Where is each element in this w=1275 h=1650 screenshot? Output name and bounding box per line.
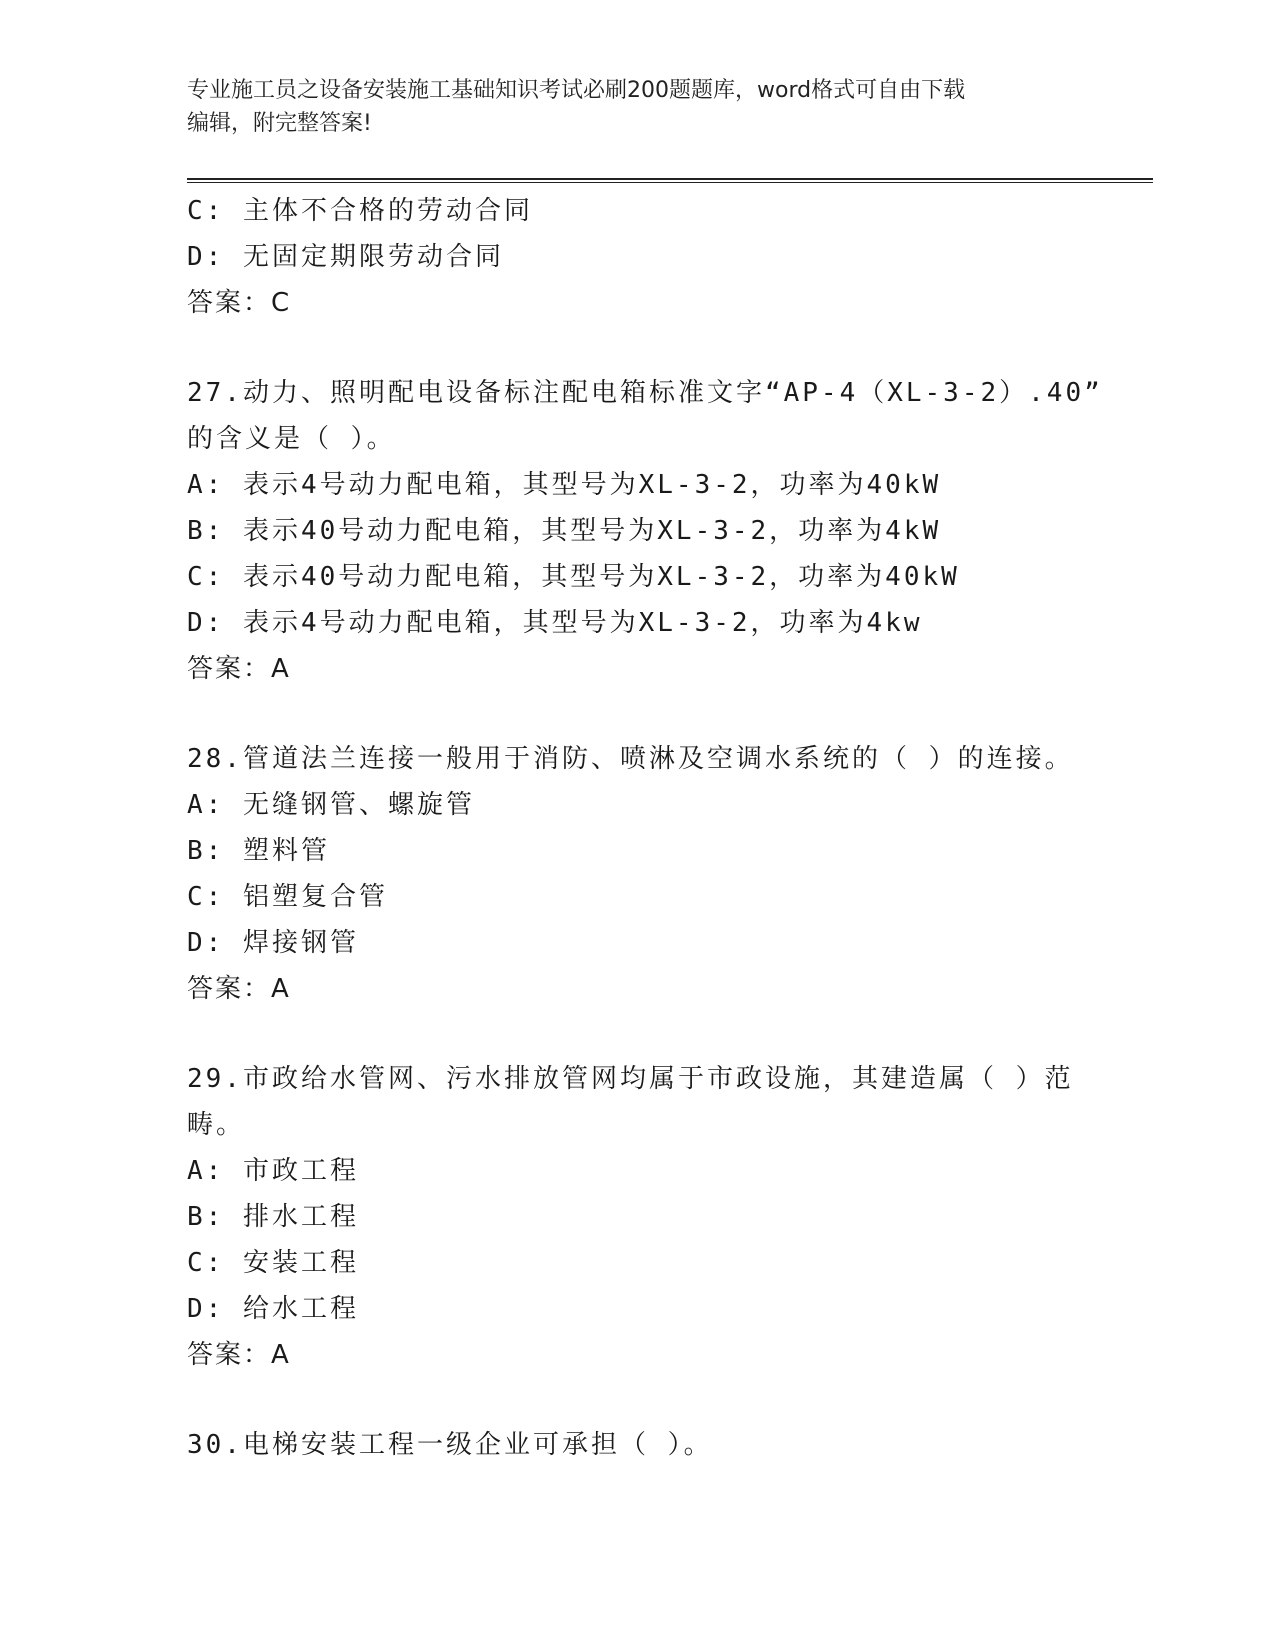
- option-a: A: 无缝钢管、螺旋管: [187, 790, 475, 820]
- question-text: 的含义是（ ）。: [187, 424, 396, 454]
- question-text: 29.市政给水管网、污水排放管网均属于市政设施，其建造属（ ）范: [187, 1064, 1074, 1094]
- option-b: B: 表示40号动力配电箱，其型号为XL-3-2，功率为4kW: [187, 516, 942, 546]
- page-header: [187, 74, 1067, 140]
- header-line-2: 编辑，附完整答案!: [187, 111, 372, 136]
- spacer: [187, 1378, 1153, 1422]
- spacer: [187, 692, 1153, 736]
- option-b: B: 排水工程: [187, 1202, 359, 1232]
- spacer: [187, 326, 1153, 370]
- question-text: 27.动力、照明配电设备标注配电箱标准文字“AP-4（XL-3-2）.40”: [187, 378, 1103, 408]
- option-c: C: 主体不合格的劳动合同: [187, 196, 533, 226]
- option-c: C: 安装工程: [187, 1248, 359, 1278]
- answer-line: 答案：A: [187, 974, 291, 1004]
- header-line-1: 专业施工员之设备安装施工基础知识考试必刷200题题库，word格式可自由下载: [187, 78, 966, 103]
- answer-line: 答案：C: [187, 288, 292, 318]
- header-divider: [187, 178, 1153, 183]
- option-c: C: 表示40号动力配电箱，其型号为XL-3-2，功率为40kW: [187, 562, 960, 592]
- option-c: C: 铝塑复合管: [187, 882, 388, 912]
- question-block: [187, 188, 1153, 326]
- question-text: 畴。: [187, 1110, 246, 1140]
- option-d: D: 无固定期限劳动合同: [187, 242, 504, 272]
- option-d: D: 给水工程: [187, 1294, 359, 1324]
- option-d: D: 焊接钢管: [187, 928, 359, 958]
- option-d: D: 表示4号动力配电箱，其型号为XL-3-2，功率为4kw: [187, 608, 923, 638]
- spacer: [187, 1012, 1153, 1056]
- question-block: [187, 1056, 1153, 1378]
- option-a: A: 市政工程: [187, 1156, 359, 1186]
- answer-line: 答案：A: [187, 1340, 291, 1370]
- option-b: B: 塑料管: [187, 836, 330, 866]
- answer-line: 答案：A: [187, 654, 291, 684]
- question-block: [187, 736, 1153, 1012]
- question-block: [187, 370, 1153, 692]
- question-text: 30.电梯安装工程一级企业可承担（ ）。: [187, 1430, 713, 1460]
- question-text: 28.管道法兰连接一般用于消防、喷淋及空调水系统的（ ）的连接。: [187, 744, 1074, 774]
- option-a: A: 表示4号动力配电箱，其型号为XL-3-2，功率为40kW: [187, 470, 942, 500]
- question-block: [187, 1422, 1153, 1468]
- question-list: [187, 188, 1153, 1468]
